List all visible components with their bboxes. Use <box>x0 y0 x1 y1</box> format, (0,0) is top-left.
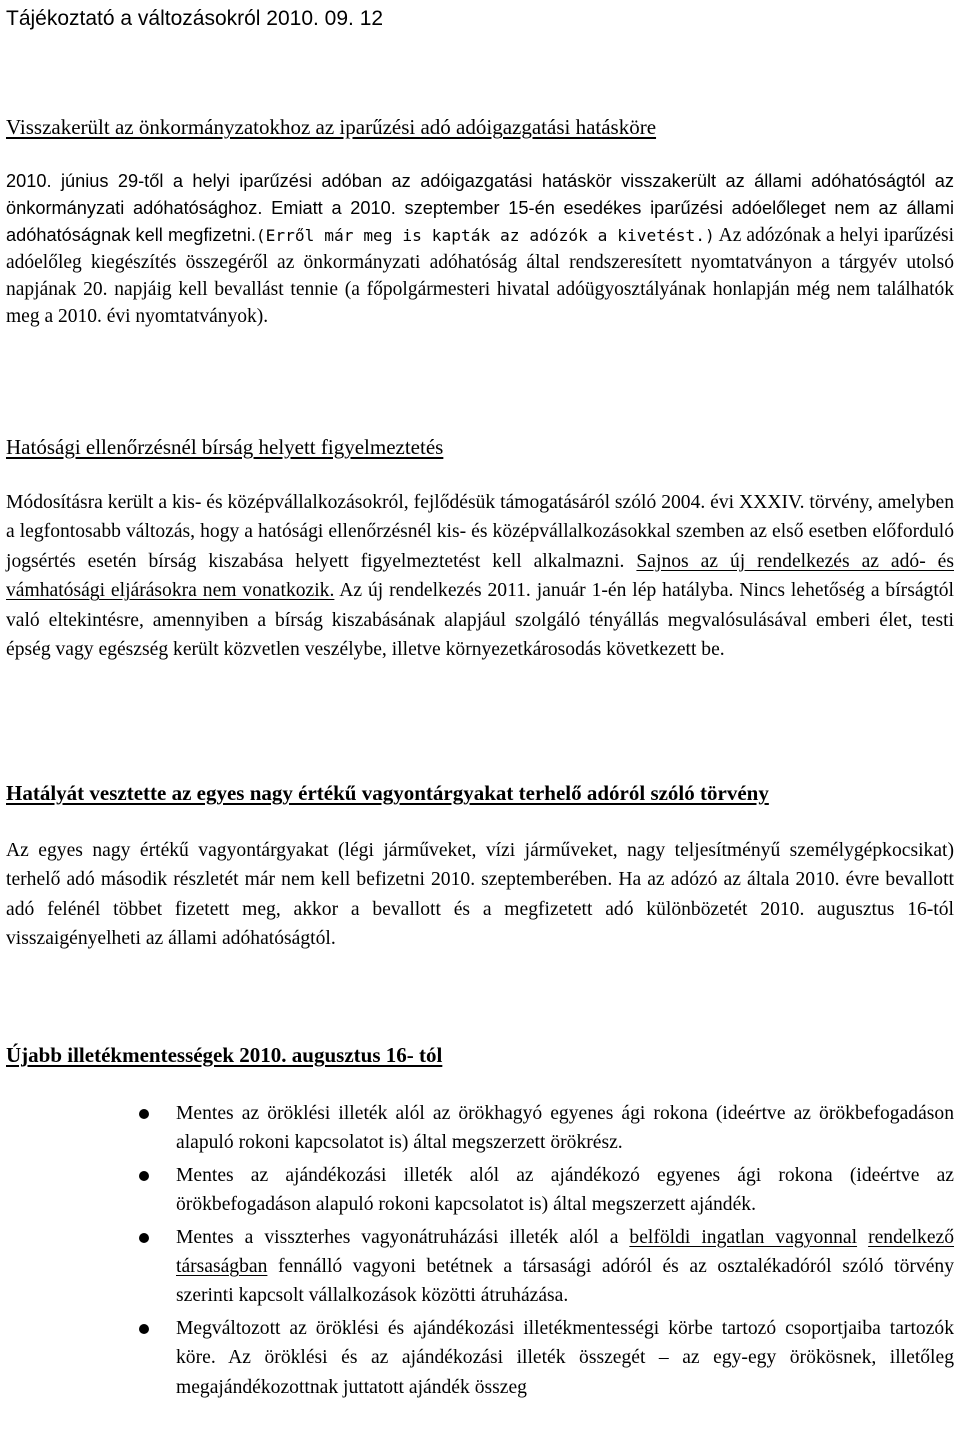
section-heading-figyelmeztetes: Hatósági ellenőrzésnél bírság helyett figyelmeztetés <box>6 435 444 459</box>
section-heading-vagyonado: Hatályát vesztette az egyes nagy értékű vagyontárgyakat terhelő adóról szóló törvény <box>6 781 769 805</box>
list-item: Megváltozott az öröklési és ajándékozási illetékmentességi körbe tartozó csoportjaiba tartozók köre. Az öröklési és az ajándékozási illeték összegét – az egy-egy örökösnek, illetőleg megajándékozottnak juttatott ajándék összeg <box>0 1314 960 1402</box>
exemption-list <box>0 1099 960 1405</box>
paragraph-text-2: Az új rendelkezés 2011. január 1-én lép hatályba. Nincs lehetőség a bírságtól való eltekintésre, amennyiben a bírság kiszabásának alapjául szolgáló tényállás megvalósulásával emberi élet, testi épség vagy egészség került közvetlen veszélybe, illetve környezetkárosodás következett be. <box>6 580 954 661</box>
paragraph-iparuzesi <box>6 168 954 330</box>
list-item: Mentes az ajándékozási illeték alól az ajándékozó egyenes ági rokona (ideértve az örökbefogadáson alapuló rokoni kapcsolatot is) által megszerzett ajándék. <box>0 1161 960 1220</box>
paragraph-serif-text: Az adózónak a helyi iparűzési adóelőleg kiegészítés összegéről az önkormányzati adóhatóság által rendszeresített nyomtatványon a tárgyév utolsó napjának 20. napjáig kell bevallást tennie (a főpolgármesteri hivatal adóügyosztályának honlapján még nem találhatók meg a 2010. évi nyomtatványok). <box>6 225 954 327</box>
paragraph-vagyonado: Az egyes nagy értékű vagyontárgyakat (légi járműveket, vízi járműveket, nagy teljesítményű személygépkocsikat) terhelő adó második részletét már nem kell befizetni 2010. szeptemberében. Ha az adózó az általa 2010. évre bevallott adó felénél többet fizetett meg, akkor a bevallott és a megfizetett adó különbözetét 2010. augusztus 16-tól visszaigényelheti az állami adóhatóságtól. <box>6 840 954 950</box>
paragraph-text-1: Módosításra került a kis- és középvállalkozásokról, fejlődésük támogatásáról szóló 2004. évi XXXIV. törvény, amelyben a legfontosabb változás, hogy a hatósági ellenőrzésnél kis- és középvállalkozásokkal szemben az első esetben előforduló jogsértés esetén bírság kiszabása helyett figyelmeztetést kell alkalmazni. <box>6 492 954 572</box>
bullet-icon <box>139 1109 149 1119</box>
bullet-icon <box>139 1324 149 1334</box>
list-item: Mentes a visszterhes vagyonátruházási illeték alól a belföldi ingatlan vagyonnal rendelkező társaságban fennálló vagyoni betétnek a társasági adóról és az osztalékadóról szóló törvény szerinti kapcsolt vállalkozások közötti átruházása. <box>0 1223 960 1311</box>
underlined-term: rendelkező társaságban <box>176 1226 955 1278</box>
section-heading-iparuzesi: Visszakerült az önkormányzatokhoz az iparűzési adó adóigazgatási hatásköre <box>6 115 657 139</box>
section-heading-illetekmentesseg: Újabb illetékmentességek 2010. augusztus 16- tól <box>6 1043 443 1067</box>
underlined-note: Sajnos az új rendelkezés az adó- és vámhatósági eljárásokra nem vonatkozik. <box>6 550 954 602</box>
paragraph-sans-text: 2010. június 29-től a helyi iparűzési adóban az adóigazgatási hatáskör visszakerült az állami adóhatóságtól az önkormányzati adóhatósághoz. Emiatt a 2010. szeptember 15-én esedékes iparűzési adóelőleget nem az állami adóhatóságnak kell megfizetni. <box>6 171 954 245</box>
paragraph-mono-text: (Erről már meg is kapták az adózók a kivetést.) <box>255 226 715 245</box>
document-title: Tájékoztató a változásokról 2010. 09. 12 <box>6 7 384 30</box>
paragraph-figyelmeztetes <box>6 488 954 664</box>
underlined-term: belföldi ingatlan vagyonnal <box>629 1226 858 1248</box>
bullet-icon <box>139 1171 149 1181</box>
bullet-icon <box>139 1233 149 1243</box>
list-item: Mentes az öröklési illeték alól az örökhagyó egyenes ági rokona (ideértve az örökbefogadáson alapuló rokoni kapcsolatot is) által megszerzett örökrész. <box>0 1099 960 1158</box>
